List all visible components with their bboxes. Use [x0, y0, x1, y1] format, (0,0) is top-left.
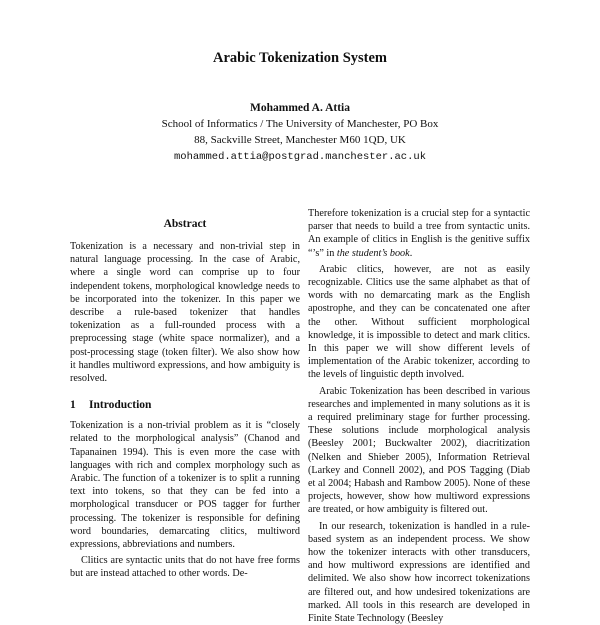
affiliation-line-2: 88, Sackville Street, Manchester M60 1QD, UK [194, 134, 406, 146]
intro-paragraph-2: Clitics are syntactic units that do not have free forms but are instead attached to other words. De- [70, 555, 300, 580]
author-name: Mohammed A. Attia [250, 102, 350, 114]
right-paragraph-2: Arabic clitics, however, are not as easily recognizable. Clitics use the same alphabet as that of words with no demarcating mark as the English apostrophe, and they can be concatenated one after the other. Without sufficient morphological knowledge, it is impossible to detect and mark clitics. In this paper we will show different levels of implementation of the Arabic tokenizer, according to the levels of linguistic depth involved. [308, 263, 530, 381]
right-paragraph-1 [308, 207, 530, 260]
paper-title: Arabic Tokenization System [212, 50, 387, 66]
affiliation-line-1: School of Informatics / The University of Manchester, PO Box [161, 118, 439, 130]
right-paragraph-4: In our research, tokenization is handled in a rule-based system as an independent process. We show how the tokenizer interacts with other transducers, and how multiword expressions are identified and delimited. We also show how incorrect tokenizations are filtered out, and how undesired tokenizations are marked. All tools in this research are developed in Finite State Technology (Beesley [308, 520, 530, 625]
right-paragraph-3: Arabic Tokenization has been described in various researches and implemented in many solutions as it is a required preliminary stage for further processing. These solutions include morphological analysis (Beesley 2001; Buckwalter 2002), diacritization (Nelken and Shieber 2005), Information Retrieval (Larkey and Connell 2002), and POS Tagging (Diab et al 2004; Habash and Rambow 2005). None of these projects, however, show how multiword expressions are treated, or how ambiguity is filtered out. [308, 385, 530, 516]
paper-header [0, 50, 600, 165]
section-title: Introduction [89, 399, 152, 412]
abstract-heading: Abstract [163, 218, 207, 230]
left-column [70, 218, 300, 581]
author-email: mohammed.attia@postgrad.manchester.ac.uk [173, 151, 427, 163]
abstract-text: Tokenization is a necessary and non-trivial step in natural language processing. In the case of Arabic, where a single word can comprise up to four independent tokens, morphological knowledge needs to be incorporated into the tokenizer. In this paper we describe a rule-based tokenizer that handles tokenization as a full-rounded process with a preprocessing stage (white space normalizer), and a post-processing stage (token filter). We also show how it handles multiword expressions, and how ambiguity is resolved. [70, 241, 300, 385]
section-number: 1 [70, 399, 76, 412]
right-column [308, 207, 530, 625]
section-heading-introduction [70, 399, 300, 411]
intro-paragraph-1: Tokenization is a non-trivial problem as it is “closely related to the morphological analysis” (Chanod and Tapanainen 1994). This is even more the case with languages with rich and complex morphology such as Arabic. The function of a tokenizer is to split a running text into tokens, so that they can be fed into a morphological transducer or POS tagger for further processing. The tokenizer is responsible for defining word boundaries, demarcating clitics, multiword expressions, abbreviations and numbers. [70, 420, 300, 551]
example-phrase: the student’s book [336, 247, 410, 259]
right-paragraph-1-text: Therefore tokenization is a crucial step for a syntactic parser that needs to build a tree from syntactic units. An example of clitics in English is the genitive suffix “’s” in [308, 208, 530, 259]
right-paragraph-1-end: . [409, 247, 413, 259]
